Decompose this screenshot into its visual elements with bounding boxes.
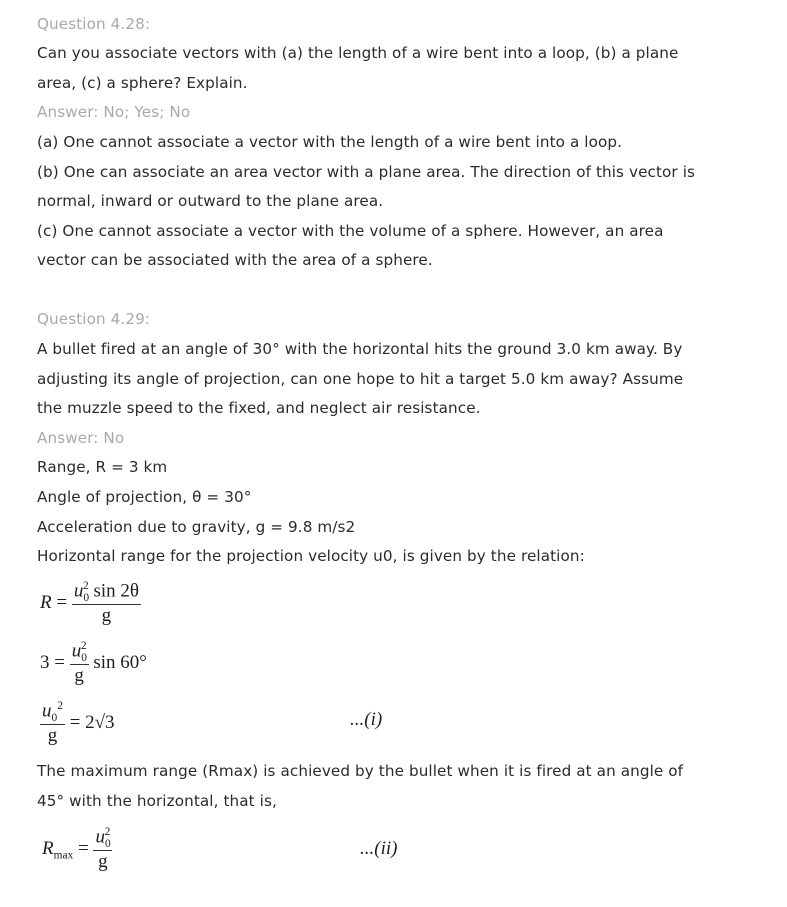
answer-text-line: vector can be associated with the area of a sphere.: [37, 251, 433, 269]
question-text-line: the muzzle speed to the fixed, and neglect air resistance.: [37, 399, 481, 417]
eq-fraction: $\frac{u_0^2}{g}$: [71, 640, 87, 687]
answer-text-line: Angle of projection, θ = 30°: [37, 488, 252, 506]
eq-lhs: 3: [40, 651, 50, 673]
equation-substitution: 3 = $\frac{u_0^2}{g}$ sin 60°: [40, 640, 147, 687]
eq-lhs: R: [40, 591, 52, 613]
question-title: Question 4.28:: [37, 15, 151, 33]
answer-text-line: normal, inward or outward to the plane area.: [37, 192, 384, 210]
answer-text-line: Acceleration due to gravity, g = 9.8 m/s2: [37, 518, 356, 536]
question-text-line: Can you associate vectors with (a) the length of a wire bent into a loop, (b) a plane: [37, 44, 679, 62]
answer-text-line: Horizontal range for the projection velocity u0, is given by the relation:: [37, 547, 585, 565]
paragraph-line: The maximum range (Rmax) is achieved by the bullet when it is fired at an angle of: [37, 762, 684, 780]
answer-text-line: Range, R = 3 km: [37, 458, 168, 476]
answer-text-line: (c) One cannot associate a vector with the volume of a sphere. However, an area: [37, 222, 664, 240]
equation-ii: $R_{max}$ = $\frac{u_0^2}{g}$: [42, 826, 111, 873]
question-text-line: adjusting its angle of projection, can one hope to hit a target 5.0 km away? Assume: [37, 370, 684, 388]
answer-text-line: (b) One can associate an area vector with a plane area. The direction of this vector is: [37, 163, 696, 181]
eq-fraction: $\frac{u_0^2 \sin 2\theta}{g}$: [73, 580, 140, 627]
paragraph-line: 45° with the horizontal, that is,: [37, 792, 277, 810]
answer-text-line: (a) One cannot associate a vector with the length of a wire bent into a loop.: [37, 133, 623, 151]
equation-i: $\frac{u_0^2}{g}$ = 2√3: [42, 700, 115, 747]
answer-label: Answer: No: [37, 429, 125, 447]
eq-tail: sin 60°: [93, 651, 147, 673]
question-text-line: A bullet fired at an angle of 30° with the horizontal hits the ground 3.0 km away. By: [37, 340, 683, 358]
equation-range-formula: R = $\frac{u_0^2 \sin 2\theta}{g}$: [40, 580, 140, 627]
eq-fraction: $\frac{u_0^2}{g}$: [95, 826, 111, 873]
answer-label: Answer: No; Yes; No: [37, 103, 191, 121]
eq-fraction: $\frac{u_0^2}{g}$: [42, 700, 63, 747]
equation-tag-ii: ...(ii): [360, 838, 398, 859]
eq-rhs: 2√3: [85, 711, 115, 733]
question-text-line: area, (c) a sphere? Explain.: [37, 74, 248, 92]
equation-tag-i: ...(i): [350, 709, 383, 730]
question-title: Question 4.29:: [37, 310, 151, 328]
